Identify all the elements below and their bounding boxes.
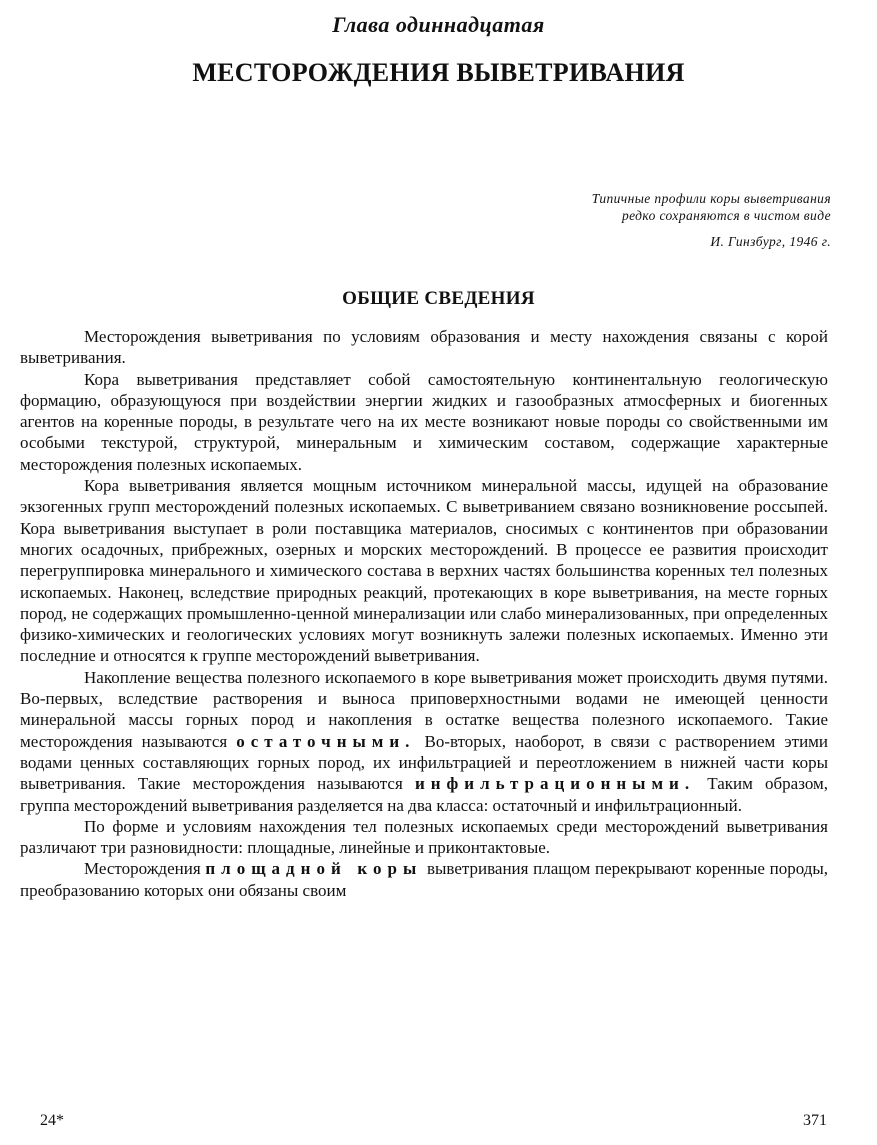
epigraph (411, 190, 831, 250)
chapter-title: МЕСТОРОЖДЕНИЯ ВЫВЕТРИВАНИЯ (192, 58, 685, 87)
body-text (20, 326, 828, 901)
term-areal-crust: площадной коры (205, 859, 423, 879)
section-heading: ОБЩИЕ СВЕДЕНИЯ (342, 288, 535, 309)
paragraph-2: Кора выветривания представляет собой самостоятельную континентальную геологическую формацию, образующуюся при воздействии энергии жидких и газообразных атмосферных и биогенных агентов на коренные породы, в результате чего на их месте возникают новые породы со свойственными им особыми текстурой, структурой, минеральным и химическим составом, содержащие характерные месторождения полезных ископаемых. (20, 369, 828, 474)
term-infiltration: инфильтрационными. (414, 774, 696, 794)
epigraph-quote-line-2: редко сохраняются в чистом виде (621, 208, 831, 223)
paragraph-5: По форме и условиям нахождения тел полезных ископаемых среди месторождений выветривания различают три разновидности: площадные, линейные и приконтактовые. (20, 816, 828, 858)
paragraph-1: Месторождения выветривания по условиям образования и месту нахождения связаны с корой выветривания. (20, 327, 828, 368)
paragraph-4-part-a: Накопление вещества полезного ископаемого в коре выветривания может происходить двумя путями. Во-первых, вследствие растворения и выноса приповерхностными водами не имеющей ценности минеральной массы горных пород и накопления в остатке вещества полезного ископаемого. Такие месторождения называются (20, 667, 828, 751)
paragraph-6-part-b: выветривания плащом перекрывают коренные породы, преобразованию которых они обязаны своим (20, 859, 829, 900)
paragraph-3: Кора выветривания является мощным источником минеральной массы, идущей на образование экзогенных групп месторождений полезных ископаемых. С выветриванием связано возникновение россыпей. Кора выветривания выступает в роли поставщика материалов, сносимых с континентов при образовании многих осадочных, прибрежных, озерных и морских месторождений. В процессе ее развития происходит перегруппировка минерального и химического состава в верхних частях большинства коренных тел полезных ископаемых. Наконец, вследствие природных реакций, протекающих в коре выветривания, на месте горных пород, не содержащих промышленно-ценной минерализации или слабо минерализованных, при определенных физико-химических и геологических условиях могут возникнуть залежи полезных ископаемых. Именно эти последние и относятся к группе месторождений выветривания. (20, 476, 828, 666)
page-number: 371 (803, 1112, 827, 1129)
signature-mark: 24* (40, 1112, 64, 1129)
term-residual: остаточными. (236, 731, 416, 751)
epigraph-attribution: И. Гинзбург, 1946 г. (710, 234, 831, 249)
paragraph-4-part-c: Таким образом, группа месторождений выветривания разделяется на два класса: остаточный и инфильтрационный. (20, 774, 829, 815)
chapter-label: Глава одиннадцатая (332, 12, 545, 37)
paragraph-6-part-a: Месторождения (84, 859, 201, 879)
paragraph-4 (20, 667, 828, 816)
paragraph-4-part-b: Во-вторых, наоборот, в связи с растворением этими водами ценных составляющих горных пород, их инфильтрацией и переотложением в нижней части коры выветривания. Такие месторождения называются (20, 731, 829, 794)
epigraph-quote-line-1: Типичные профили коры выветривания (591, 191, 831, 206)
paragraph-6 (20, 858, 828, 901)
